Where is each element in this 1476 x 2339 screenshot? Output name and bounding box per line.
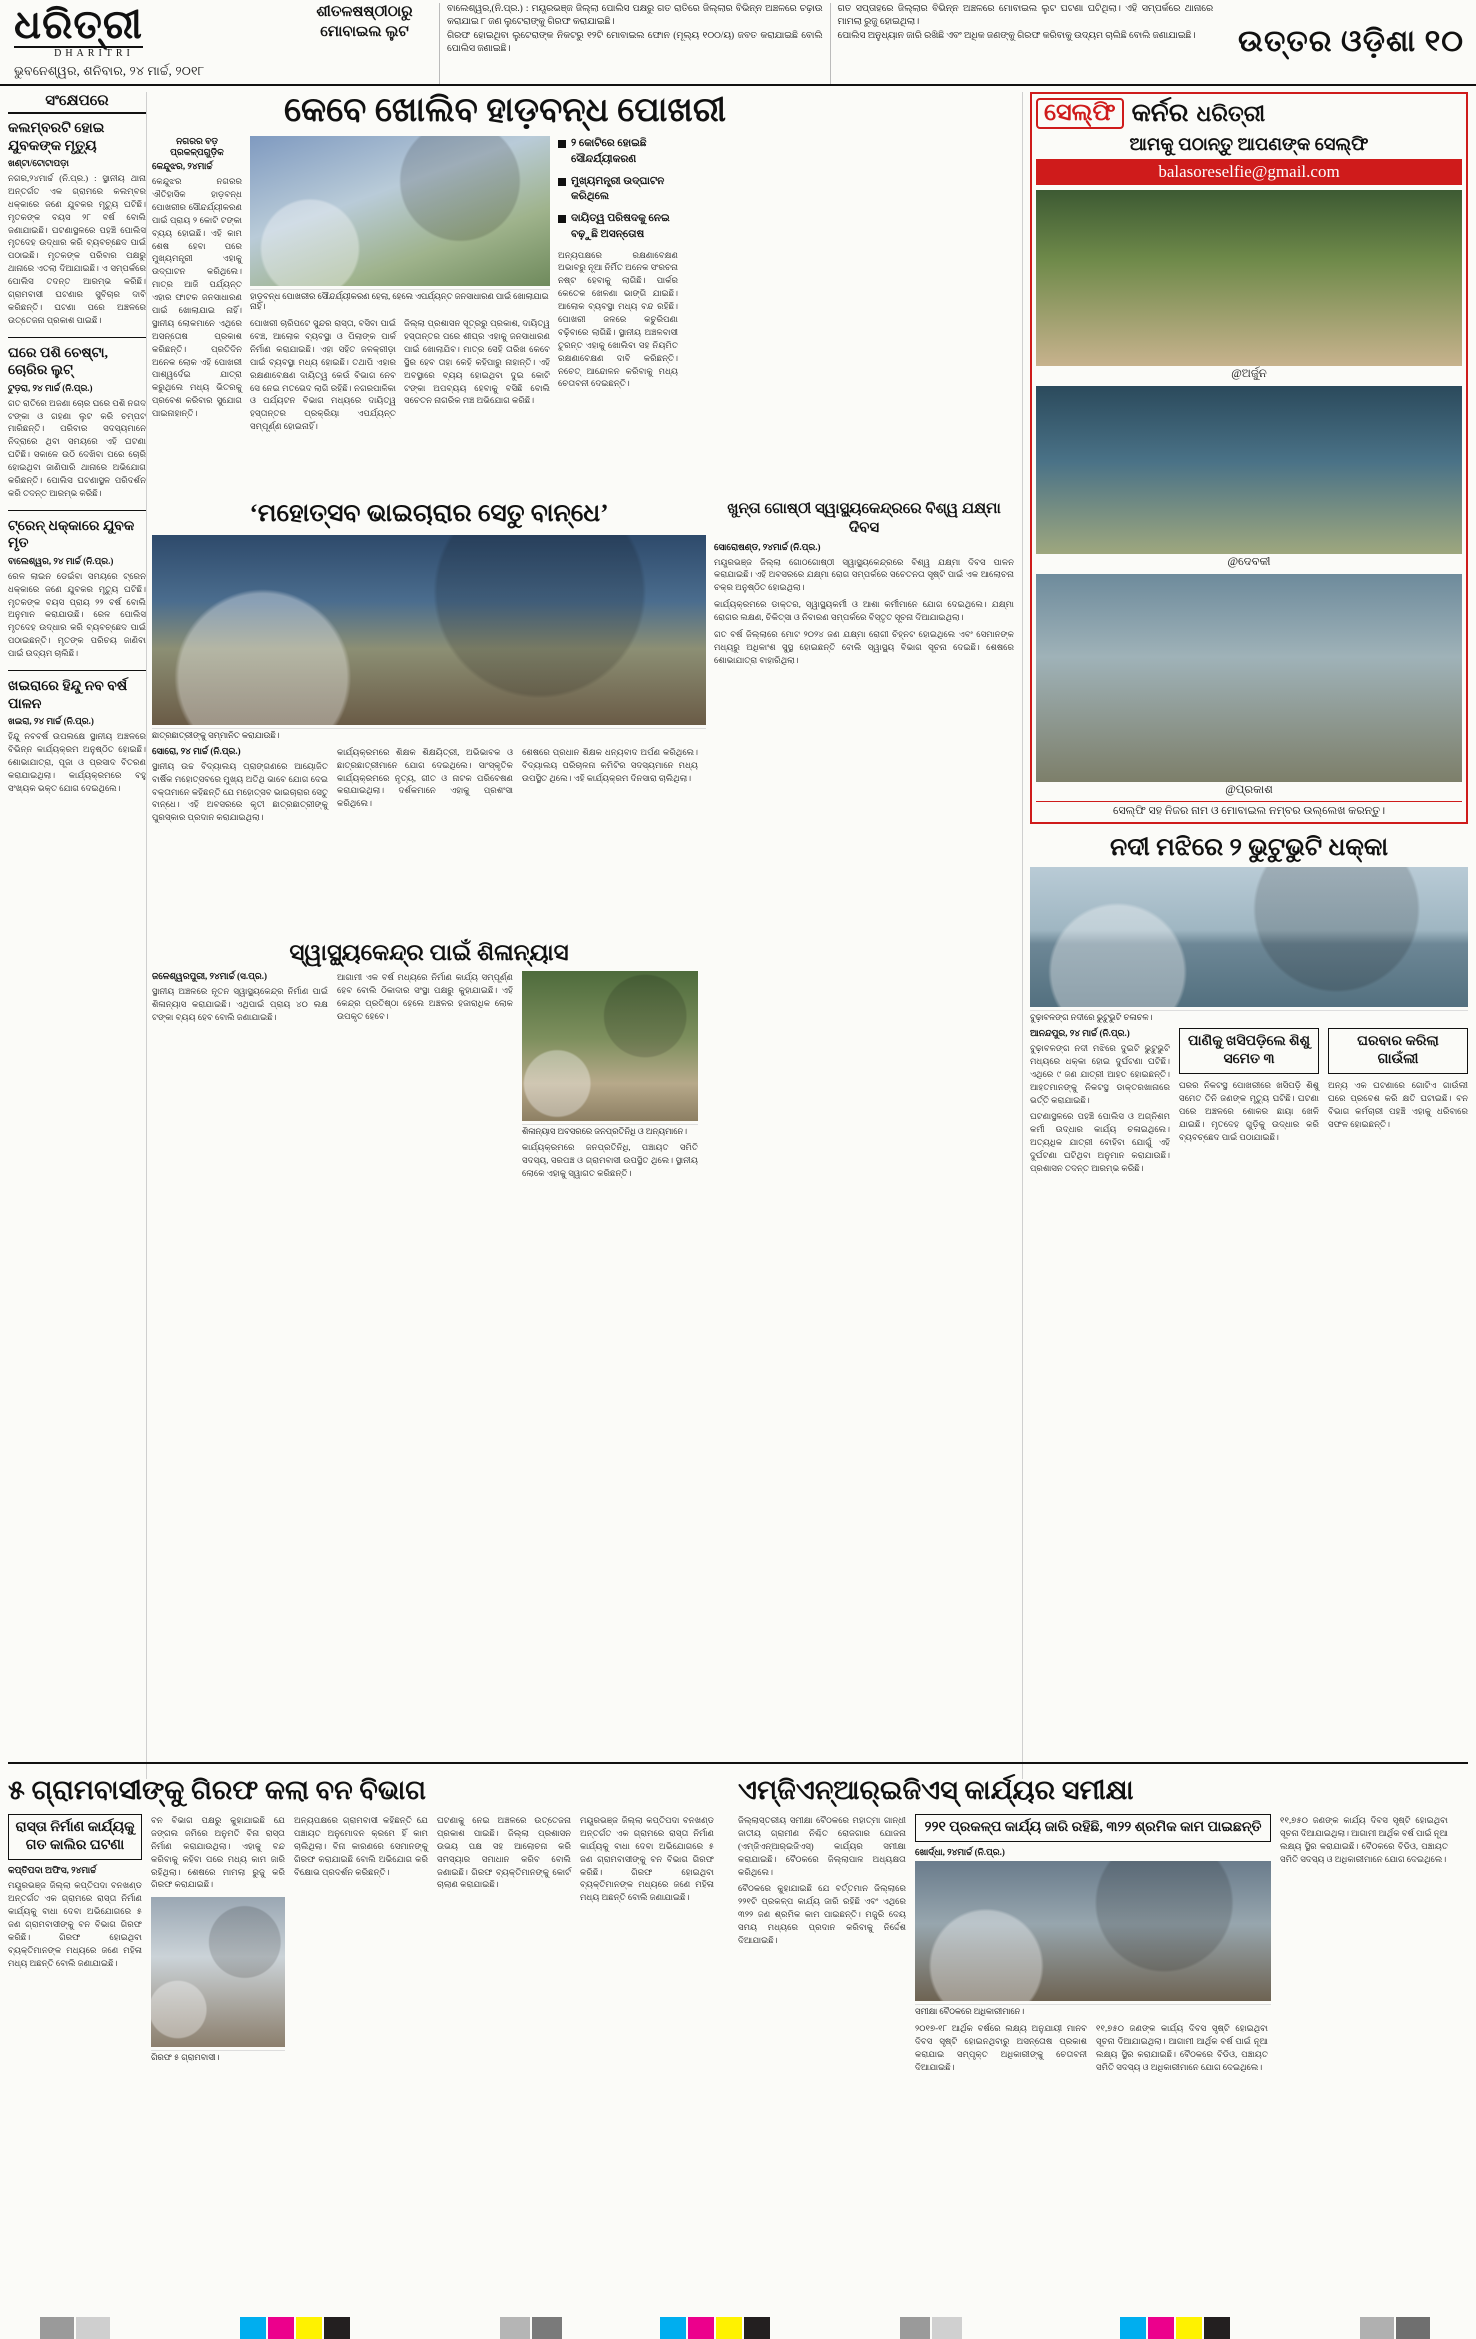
brief-para-1: ବାଲେଶ୍ୱର,(ନି.ପ୍ର.) : ମୟୂରଭଞ୍ଜ ଜିଲ୍ଲା ପୋଲିସ ପକ୍ଷରୁ ଗତ ରାତିରେ ଜିଲ୍ଲାର ବିଭିନ୍ନ ଅଞ୍ଚଳରେ ଚଢ଼ାଉ କରାଯାଇ ୮ ଜଣ ଲୁଟେରାଙ୍କୁ ଗିରଫ କରାଯାଇଛି। <box>447 4 823 28</box>
brief-body: ହିନ୍ଦୁ ନବବର୍ଷ ଉପଲକ୍ଷେ ସ୍ଥାନୀୟ ଅଞ୍ଚଳରେ ବିଭିନ୍ନ କାର୍ଯ୍ୟକ୍ରମ ଅନୁଷ୍ଠିତ ହୋଇଛି। ଶୋଭାଯାତ୍ରା, ପୂଜା ଓ ପ୍ରସାଦ ବିତରଣ କରାଯାଇଥିଲା। କାର୍ଯ୍ୟକ୍ରମରେ ବହୁ ସଂଖ୍ୟକ ଭକ୍ତ ଯୋଗ ଦେଇଥିଲେ। <box>8 731 146 793</box>
mgnregs-text: ଜିଲ୍ଲାସ୍ତରୀୟ ସମୀକ୍ଷା ବୈଠକରେ ମହାତ୍ମା ଗାନ୍ଧୀ ଜାତୀୟ ଗ୍ରାମୀଣ ନିଶ୍ଚିତ ରୋଜଗାର ଯୋଜନା (ଏମ୍‌ଜିଏନ୍‌ଆର୍‌ଇଜିଏସ୍) କାର୍ଯ୍ୟର ସମୀକ୍ଷା କରାଯାଇଛି। ବୈଠକରେ ଜିଲ୍ଲାପାଳ ଅଧ୍ୟକ୍ଷତା କରିଥିଲେ। <box>738 1815 906 1877</box>
ad-header <box>1036 98 1462 129</box>
boat-column-1 <box>1030 1028 1170 1175</box>
bullet-item: ୨ କୋଟିରେ ହୋଇଛି ସୌନ୍ଦର୍ଯ୍ୟୀକରଣ <box>558 136 678 168</box>
boat-collision-article <box>1030 834 1468 1175</box>
brief-para-3: ଗତ ସପ୍ତାହରେ ଜିଲ୍ଲାର ବିଭିନ୍ନ ଅଞ୍ଚଳରେ ମୋବାଇଲ ଲୁଟ ଘଟଣା ଘଟିଥିଲା। ଏହି ସମ୍ପର୍କରେ ଥାନାରେ ମାମଲା ରୁଜୁ ହୋଇଥିଲା। <box>837 4 1213 28</box>
mgnregs-column-1 <box>738 1814 906 2074</box>
logo-wordmark: ଧରିତ୍ରୀ <box>14 2 143 47</box>
arrest-column-2 <box>151 1814 285 2063</box>
brief-para-2: ଗିରଫ ହୋଇଥିବା ଲୁଟେରାଙ୍କ ନିକଟରୁ ୧୨ଟି ମୋବାଇଲ ଫୋନ (ମୂଲ୍ୟ ୧୦୦/ୟ) ଜବତ କରାଯାଇଛି ବୋଲି ପୋଲିସ ଜଣାଇଛି। <box>447 30 823 55</box>
column-rule <box>146 92 147 1779</box>
photo-caption: ଶିଳାନ୍ୟାସ ଅବସରରେ ଜନପ୍ରତିନିଧି ଓ ଅନ୍ୟମାନେ। <box>522 1124 698 1137</box>
registration-marks-left <box>40 2317 110 2339</box>
boat-headline: ନଦୀ ମଝିରେ ୨ ଭୁଟୁଭୁଟି ଧକ୍କା <box>1109 834 1389 861</box>
ad-footnote: ସେଲ୍‌ଫି ସହ ନିଜର ନାମ ଓ ମୋବାଇଲ ନମ୍ବର ଉଲ୍ଲେଖ କରନ୍ତୁ। <box>1036 801 1462 818</box>
ad-email-link[interactable]: balasoreselfie@gmail.com <box>1036 159 1462 185</box>
column-rule <box>1022 92 1023 1779</box>
mgnregs-article <box>738 1775 1454 2074</box>
masthead-brief-headline <box>290 3 440 84</box>
mgnregs-dateline: ଖୋର୍ଦ୍ଧା, ୨୪ମାର୍ଚ୍ଚ (ନି.ପ୍ର.) <box>915 1847 1005 1858</box>
mahotsav-text: ଶେଷରେ ପ୍ରଧାନ ଶିକ୍ଷକ ଧନ୍ୟବାଦ ଅର୍ପଣ କରିଥିଲେ। ବିଦ୍ୟାଲୟ ପରିଚାଳନା କମିଟିର ସଦସ୍ୟମାନେ ମଧ୍ୟ ଉପସ୍ଥିତ ଥିଲେ। ଏହି କାର୍ଯ୍ୟକ୍ରମ ଦିନସାରା ଚାଲିଥିଲା। <box>522 746 698 783</box>
mgnregs-photo-block <box>915 1814 1271 2074</box>
registration-marks-cmyk-1 <box>240 2317 350 2339</box>
tb-day-article <box>714 500 1014 667</box>
tb-day-text: ମୟୂରଭଞ୍ଜ ଜିଲ୍ଲା ଗୋଠଗୋଷ୍ଠୀ ସ୍ୱାସ୍ଥ୍ୟକେନ୍ଦ୍ରରେ ବିଶ୍ୱ ଯକ୍ଷ୍ମା ଦିବସ ପାଳନ କରାଯାଇଛି। ଏହି ଅବସରରେ ଯକ୍ଷ୍ମା ରୋଗ ସମ୍ପର୍କରେ ସଚେତନତା ସୃଷ୍ଟି ପାଇଁ ଏକ ଆଲୋଚନା ଚକ୍ର ଅନୁଷ୍ଠିତ ହୋଇଥିଲା। <box>714 556 1014 593</box>
lead-dateline: କେନ୍ଦୁଝର, ୨୪ମାର୍ଚ୍ଚ <box>152 161 213 172</box>
registration-marks-cmyk-2 <box>660 2317 770 2339</box>
mgnregs-headline: ଏମ୍‌ଜିଏନ୍‌ଆର୍‌ଇଜିଏସ୍ କାର୍ଯ୍ୟର ସମୀକ୍ଷା <box>738 1775 1134 1805</box>
health-column-1 <box>152 971 328 1180</box>
health-photo-block <box>522 971 698 1180</box>
brief-dateline: ବାଲେଶ୍ୱର, ୨୪ ମାର୍ଚ୍ଚ (ନି.ପ୍ର.) <box>8 555 114 566</box>
selfie-tag: @ପ୍ରକାଶ <box>1225 784 1273 796</box>
sidebar-brief-item <box>8 345 146 500</box>
lead-bullet-list <box>558 136 678 243</box>
boat-photo <box>1030 867 1468 1007</box>
arrest-text: ବନ ବିଭାଗ ପକ୍ଷରୁ କୁହାଯାଇଛି ଯେ ଜଙ୍ଗଲ ଜମିରେ ଅନୁମତି ବିନା ରାସ୍ତା ନିର୍ମାଣ କରାଯାଉଥିଲା। ଏହାକୁ ବନ୍ଦ କରିବାକୁ କହିବା ପରେ ମଧ୍ୟ କାମ ଜାରି ରହିଥିଲା। ଶେଷରେ ମାମଲା ରୁଜୁ କରି ଗିରଫ କରାଯାଇଛି। <box>151 1815 285 1890</box>
arrest-text: ଘଟଣାକୁ ନେଇ ଅଞ୍ଚଳରେ ଉତ୍ତେଜନା ପ୍ରକାଶ ପାଇଛି। ଜିଲ୍ଲା ପ୍ରଶାସନ ଉଭୟ ପକ୍ଷ ସହ ଆଲୋଚନା କରି ସମସ୍ୟାର ସମାଧାନ କରିବ ବୋଲି ଜଣାଇଛି। ଗିରଫ ବ୍ୟକ୍ତିମାନଙ୍କୁ କୋର୍ଟ ଚାଲାଣ କରାଯାଇଛି। <box>437 1815 571 1890</box>
lead-headline: କେବେ ଖୋଲିବ ହାଡ଼ବନ୍ଧ ପୋଖରୀ <box>283 92 727 129</box>
right-small-box-1 <box>1179 1028 1319 1175</box>
review-meeting-photo <box>915 1861 1271 2001</box>
mgnregs-text: ୨୦୧୭-୧୮ ଆର୍ଥିକ ବର୍ଷରେ ଲକ୍ଷ୍ୟ ଅନୁଯାୟୀ ମାନବ ଦିବସ ସୃଷ୍ଟି ହୋଇନଥିବାରୁ ଅସନ୍ତୋଷ ପ୍ରକାଶ କରାଯାଇ ସମ୍ପୃକ୍ତ ଅଧିକାରୀଙ୍କୁ ଚେତାବନୀ ଦିଆଯାଇଛି। <box>915 2023 1087 2072</box>
brief-line-2: ମୋବାଇଲ ଲୁଟ <box>320 23 409 40</box>
arrest-text: ଅନ୍ୟପକ୍ଷରେ ଗ୍ରାମବାସୀ କହିଛନ୍ତି ଯେ ପଞ୍ଚାୟତ ଅନୁମୋଦନ କ୍ରମେ ହିଁ କାମ ଚାଲିଥିଲା। ବିନା କାରଣରେ ସେମାନଙ୍କୁ ଗିରଫ କରାଯାଇଛି ବୋଲି ଅଭିଯୋଗ କରି ବିକ୍ଷୋଭ ପ୍ରଦର୍ଶନ କରିଛନ୍ତି। <box>294 1815 428 1877</box>
divider <box>8 510 146 511</box>
small-box-text: ଅନ୍ୟ ଏକ ଘଟଣାରେ ଗୋଟିଏ ଗାଉଁଲୀ ଘରେ ପ୍ରବେଶ କରି କ୍ଷତି ଘଟାଇଛି। ବନ ବିଭାଗ କର୍ମଚାରୀ ପହଞ୍ଚି ଏହାକୁ ଧରିବାରେ ସଫଳ ହୋଇଛନ୍ତି। <box>1328 1080 1468 1130</box>
bottom-package <box>8 1775 1468 2074</box>
selfie-tag: @ଅର୍ଜୁନ <box>1231 368 1267 380</box>
ad-brand-right: ଧରିତ୍ରୀ <box>1196 100 1266 126</box>
masthead-brief-body-2 <box>831 3 1221 84</box>
selfie-phone-icon: ସେଲ୍‌ଫି <box>1036 98 1124 129</box>
masthead-brief-body <box>440 3 831 84</box>
sidebar-brief-item <box>8 120 146 327</box>
lead-text: ପୋଖରୀ ଚାରିପଟେ ସୁନ୍ଦର ରାସ୍ତା, ବସିବା ପାଇଁ ବେଞ୍ଚ, ଆଲୋକ ବ୍ୟବସ୍ଥା ଓ ପିଲାଙ୍କ ପାର୍କ ନିର୍ମାଣ କରାଯାଇଛି। ଏହା ସହିତ ଜଳକ୍ରୀଡ଼ା ପାଇଁ ବ୍ୟବସ୍ଥା ମଧ୍ୟ ହୋଇଛି। ତଥାପି ଏହାର ରକ୍ଷଣାବେକ୍ଷଣ ଦାୟିତ୍ୱ କେଉଁ ବିଭାଗ ନେବ ସେ ନେଇ ମତଭେଦ ଲାଗି ରହିଛି। ନଗରପାଳିକା ଓ ପର୍ଯ୍ୟଟନ ବିଭାଗ ମଧ୍ୟରେ ଦାୟିତ୍ୱ ହସ୍ତାନ୍ତର ପ୍ରକ୍ରିୟା ଏପର୍ଯ୍ୟନ୍ତ ସମ୍ପୂର୍ଣ୍ଣ ହୋଇନାହିଁ। <box>250 318 396 432</box>
mgnregs-kicker: ୨୨୧ ପ୍ରକଳ୍ପ କାର୍ଯ୍ୟ ଜାରି ରହିଛି, ୩୨୨ ଶ୍ରମିକ କାମ ପାଇଛନ୍ତି <box>915 1814 1271 1842</box>
photo-caption: ଛାତ୍ରଛାତ୍ରୀଙ୍କୁ ସମ୍ମାନିତ କରାଯାଉଛି। <box>152 728 706 741</box>
tb-day-dateline: ସୋରୋଷଣ୍ଡ, ୨୪ମାର୍ଚ୍ଚ (ନି.ପ୍ର.) <box>714 541 821 552</box>
sidebar-brief-item <box>8 518 146 660</box>
divider <box>8 670 146 671</box>
brief-body: ରେଳ ଲାଇନ ଡେଇଁବା ସମୟରେ ଟ୍ରେନ ଧକ୍କାରେ ଜଣେ ଯୁବକର ମୃତ୍ୟୁ ଘଟିଛି। ମୃତକଙ୍କ ବୟସ ପ୍ରାୟ ୨୨ ବର୍ଷ ବୋଲି ଅନୁମାନ କରାଯାଉଛି। ରେଳ ପୋଲିସ ମୃତଦେହ ଉଦ୍ଧାର କରି ବ୍ୟବଚ୍ଛେଦ ପାଇଁ ପଠାଇଛନ୍ତି। ମୃତଙ୍କ ପରିଚୟ ଜାଣିବା ପାଇଁ ଉଦ୍ୟମ ଚାଲିଛି। <box>8 570 146 659</box>
brief-dateline: ଖଣ୍ଟା/ଟୋଟାପଡ଼ା <box>8 158 69 168</box>
lead-text: ଅନ୍ୟପକ୍ଷରେ ରକ୍ଷଣାବେକ୍ଷଣ ଅଭାବରୁ ନୂଆ ନିର୍ମିତ ଅନେକ ସଂରଚନା ନଷ୍ଟ ହେବାକୁ ଲାଗିଛି। ପାର୍କର କେତେକ ଖେଳଣା ଭାଙ୍ଗି ଯାଇଛି। ଆଲୋକ ବ୍ୟବସ୍ଥା ମଧ୍ୟ ବନ୍ଦ ରହିଛି। ପୋଖରୀ ଜଳରେ କଚୁରିପଣା ବଢ଼ିବାରେ ଲାଗିଛି। ସ୍ଥାନୀୟ ଅଞ୍ଚଳବାସୀ ତୁରନ୍ତ ଏହାକୁ ଖୋଲିବା ସହ ନିୟମିତ ରକ୍ଷଣାବେକ୍ଷଣ ଦାବି କରିଛନ୍ତି। ନଚେତ୍ ଆନ୍ଦୋଳନ କରିବାକୁ ମଧ୍ୟ ଚେତାବନୀ ଦେଇଛନ୍ତି। <box>558 249 678 389</box>
sidebar-brief-item <box>8 678 146 794</box>
lead-subhead: ନଗରର ବଡ଼ ପ୍ରକଳ୍ପଗୁଡ଼ିକ <box>170 136 224 158</box>
brief-dateline: ଟୁଡ଼ରା, ୨୪ ମାର୍ଚ୍ଚ (ନି.ପ୍ର.) <box>8 382 93 393</box>
mahotsav-column-1 <box>152 746 328 824</box>
masthead-briefs <box>290 0 1226 84</box>
edition-name: ଉତ୍ତର ଓଡ଼ିଶା ୧୦ <box>1238 25 1464 58</box>
brief-headline: ଟ୍ରେନ୍ ଧକ୍କାରେ ଯୁବକ ମୃତ <box>8 518 135 552</box>
lead-column-3 <box>558 136 678 433</box>
ad-tagline: ଆମକୁ ପଠାନ୍ତୁ ଆପଣଙ୍କ ସେଲ୍‌ଫି <box>1129 134 1369 154</box>
selfie-photo-3 <box>1036 574 1462 782</box>
ad-brand-left: କର୍ନର <box>1131 98 1189 127</box>
arrest-headline: ୫ ଗ୍ରାମବାସୀଙ୍କୁ ଗିରଫ କଲା ବନ ବିଭାଗ <box>8 1775 426 1805</box>
mgnregs-text-extra: ୧୧,୭୫୦ ଜଣଙ୍କ କାର୍ଯ୍ୟ ଦିବସ ସୃଷ୍ଟି ହୋଇଥିବା ସୂଚନା ଦିଆଯାଇଥିଲା। ଆଗାମୀ ଆର୍ଥିକ ବର୍ଷ ପାଇଁ ନୂଆ ଲକ୍ଷ୍ୟ ସ୍ଥିର କରାଯାଇଛି। ବୈଠକରେ ବିଡିଓ, ପଞ୍ଚାୟତ ସମିତି ସଦସ୍ୟ ଓ ଅଧିକାରୀମାନେ ଯୋଗ ଦେଇଥିଲେ। <box>1280 1815 1448 1864</box>
brief-headline: କଲମ୍ବରଟି ହୋଇ ଯୁବକଙ୍କ ମୃତ୍ୟୁ <box>8 121 105 154</box>
masthead <box>0 0 1476 86</box>
brief-dateline: ଖଇରା, ୨୪ ମାର୍ଚ୍ଚ (ନି.ପ୍ର.) <box>8 716 94 727</box>
bullet-item: ଦାୟିତ୍ୱ ପରିଷଦକୁ ନେଇ ବଢ଼ୁଛି ଅସନ୍ତୋଷ <box>558 211 678 243</box>
section-divider <box>8 1762 1468 1764</box>
right-small-box-2 <box>1328 1028 1468 1175</box>
brief-body: ନଗର,୨୪ମାର୍ଚ୍ଚ (ନି.ପ୍ର.) : ସ୍ଥାନୀୟ ଥାନା ଅନ୍ତର୍ଗତ ଏକ ଗ୍ରାମରେ କଲମ୍ବର ଧକ୍କାରେ ଜଣେ ଯୁବକର ମୃତ୍ୟୁ ଘଟିଛି। ମୃତକଙ୍କ ବୟସ ୨୮ ବର୍ଷ ବୋଲି ଜଣାଯାଇଛି। ଘଟଣାସ୍ଥଳରେ ପହଞ୍ଚି ପୋଲିସ ମୃତଦେହ ଉଦ୍ଧାର କରି ବ୍ୟବଚ୍ଛେଦ ପାଇଁ ପଠାଇଛି। ମୃତକଙ୍କ ପରିବାର ପକ୍ଷରୁ ଥାନାରେ ଏତଲା ଦିଆଯାଇଛି। ଏ ସମ୍ପର୍କରେ ପୋଲିସ ତଦନ୍ତ ଆରମ୍ଭ କରିଛି। ଗ୍ରାମବାସୀ ଘଟଣାର ସୁବିଚାର ଦାବି କରିଛନ୍ତି। ଘଟଣା ପରେ ଅଞ୍ଚଳରେ ଉତ୍ତେଜନା ପ୍ରକାଶ ପାଇଛି। <box>8 173 146 325</box>
registration-marks-cmyk-3 <box>1120 2317 1230 2339</box>
lead-photo-block <box>250 136 550 433</box>
mahotsav-text: ସ୍ଥାନୀୟ ଉଚ୍ଚ ବିଦ୍ୟାଲୟ ପ୍ରାଙ୍ଗଣରେ ଆୟୋଜିତ ବାର୍ଷିକ ମହୋତ୍ସବରେ ମୁଖ୍ୟ ଅତିଥି ଭାବେ ଯୋଗ ଦେଇ ବକ୍ତାମାନେ କହିଛନ୍ତି ଯେ ମହୋତ୍ସବ ଭାଇଚାରାର ସେତୁ ବାନ୍ଧେ। ଏହି ଅବସରରେ କୃତୀ ଛାତ୍ରଛାତ୍ରୀଙ୍କୁ ପୁରସ୍କାର ପ୍ରଦାନ କରାଯାଇଥିଲା। <box>152 760 328 823</box>
brief-body: ଗତ ରାତିରେ ଅଜଣା ଚୋର ଘରେ ପଶି ନଗଦ ଟଙ୍କା ଓ ଗହଣା ଲୁଟ କରି ଚମ୍ପଟ ମାରିଛନ୍ତି। ପରିବାର ସଦସ୍ୟମାନେ ନିଦ୍ରାରେ ଥିବା ସମୟରେ ଏହି ଘଟଣା ଘଟିଛି। ସକାଳେ ଉଠି ଦେଖିବା ପରେ ଚୋରି ହୋଇଥିବା ଜାଣିପାରି ଥାନାରେ ଅଭିଯୋଗ କରିଛନ୍ତି। ପୋଲିସ ଘଟଣାସ୍ଥଳ ପରିଦର୍ଶନ କରି ତଦନ୍ତ ଆରମ୍ଭ କରିଛି। <box>8 397 146 498</box>
brief-headline: ଘରେ ପଶି ଚେଷ୍ଟା, ଚୋରିର ଲୁଟ୍ <box>8 345 109 379</box>
mahotsav-dateline: ସୋରୋ, ୨୪ ମାର୍ଚ୍ଚ (ନି.ପ୍ର.) <box>152 745 241 756</box>
health-centre-headline: ସ୍ୱାସ୍ଥ୍ୟକେନ୍ଦ୍ର ପାଇଁ ଶିଳାନ୍ୟାସ <box>289 940 569 965</box>
masthead-logo <box>0 0 290 84</box>
divider <box>8 337 146 338</box>
boat-dateline: ଆନନ୍ଦପୁର, ୨୪ ମାର୍ଚ୍ଚ (ନି.ପ୍ର.) <box>1030 1028 1130 1038</box>
brief-para-4: ପୋଲିସ ଅନୁଧ୍ୟାନ ଜାରି ରଖିଛି ଏବଂ ଅଧିକ ଜଣଙ୍କୁ ଗିରଫ କରିବାକୁ ଉଦ୍ୟମ ଚାଲିଛି ବୋଲି ଜଣାଯାଇଛି। <box>837 30 1196 41</box>
lead-article <box>152 92 858 433</box>
lead-text: ଜିଲ୍ଲା ପ୍ରଶାସନ ସୂତ୍ରରୁ ପ୍ରକାଶ, ଦାୟିତ୍ୱ ହସ୍ତାନ୍ତର ପରେ ଶୀଘ୍ର ଏହାକୁ ଜନସାଧାରଣ ପାଇଁ ଖୋଲାଯିବ। ମାତ୍ର ସେହି ତାରିଖ କେବେ ସ୍ଥିର ହେବ ତାହା କେହି କହିପାରୁ ନାହାନ୍ତି। ଏହି ଅବସ୍ଥାରେ ବ୍ୟୟ ହୋଇଥିବା ଦୁଇ କୋଟି ଟଙ୍କା ଅପବ୍ୟୟ ହେବାକୁ ବସିଛି ବୋଲି ସଚେତନ ନାଗରିକ ମଞ୍ଚ ଅଭିଯୋଗ କରିଛି। <box>404 318 550 406</box>
mahotsav-text: କାର୍ଯ୍ୟକ୍ରମରେ ଶିକ୍ଷକ ଶିକ୍ଷୟିତ୍ରୀ, ଅଭିଭାବକ ଓ ଛାତ୍ରଛାତ୍ରୀମାନେ ଯୋଗ ଦେଇଥିଲେ। ସାଂସ୍କୃତିକ କାର୍ଯ୍ୟକ୍ରମରେ ନୃତ୍ୟ, ଗୀତ ଓ ନାଟକ ପରିବେଷଣ କରାଯାଇଥିଲା। ଦର୍ଶକମାନେ ଏହାକୁ ପ୍ରଶଂସା କରିଥିଲେ। <box>337 746 513 809</box>
selfie-photo-1 <box>1036 190 1462 366</box>
mahotsav-headline: ‘ମହୋତ୍ସବ ଭାଇଚାରାର ସେତୁ ବାନ୍ଧେ’ <box>249 500 609 527</box>
mgnregs-text: ୧୧,୭୫୦ ଜଣଙ୍କ କାର୍ଯ୍ୟ ଦିବସ ସୃଷ୍ଟି ହୋଇଥିବା ସୂଚନା ଦିଆଯାଇଥିଲା। ଆଗାମୀ ଆର୍ଥିକ ବର୍ଷ ପାଇଁ ନୂଆ ଲକ୍ଷ୍ୟ ସ୍ଥିର କରାଯାଇଛି। ବୈଠକରେ ବିଡିଓ, ପଞ୍ଚାୟତ ସମିତି ସଦସ୍ୟ ଓ ଅଧିକାରୀମାନେ ଯୋଗ ଦେଇଥିଲେ। <box>1096 2023 1268 2072</box>
boat-text: ଘଟଣାସ୍ଥଳରେ ପହଞ୍ଚି ପୋଲିସ ଓ ଅଗ୍ନିଶମ କର୍ମୀ ଉଦ୍ଧାର କାର୍ଯ୍ୟ ଚଳାଇଥିଲେ। ଅତ୍ୟଧିକ ଯାତ୍ରୀ ବୋହିବା ଯୋଗୁଁ ଏହି ଦୁର୍ଘଟଣା ଘଟିଥିବା ଅନୁମାନ କରାଯାଉଛି। ପ୍ରଶାସନ ତଦନ୍ତ ଆରମ୍ଭ କରିଛି। <box>1030 1111 1170 1174</box>
health-centre-article <box>152 940 706 1180</box>
right-rail <box>1030 92 1468 1175</box>
tb-day-headline: ଖୁନ୍ତା ଗୋଷ୍ଠୀ ସ୍ୱାସ୍ଥ୍ୟକେନ୍ଦ୍ରରେ ବିଶ୍ୱ ଯକ୍ଷ୍ମା ଦିବସ <box>727 501 1001 536</box>
award-ceremony-photo <box>152 535 706 725</box>
issue-date: ଭୁବନେଶ୍ୱର, ଶନିବାର, ୨୪ ମାର୍ଚ୍ଚ, ୨୦୧୮ <box>14 64 205 78</box>
arrest-column-1 <box>8 1814 142 2063</box>
logo-subtitle: DHARITRI <box>54 48 134 59</box>
brief-sidebar <box>8 92 146 805</box>
mahotsav-article <box>152 500 706 824</box>
lead-column-1 <box>152 136 242 433</box>
photo-caption: ହାଡ଼ବନ୍ଧ ପୋଖରୀର ସୌନ୍ଦର୍ଯ୍ୟୀକରଣ ହେଲା, ହେଲେ ଏପର୍ଯ୍ୟନ୍ତ ଜନସାଧାରଣ ପାଇଁ ଖୋଲାଯାଇ ନାହିଁ। <box>250 289 550 312</box>
arrest-text-extra: ମୟୂରଭଞ୍ଜ ଜିଲ୍ଲା କପ୍ତିପଦା ବନଖଣ୍ଡ ଅନ୍ତର୍ଗତ ଏକ ଗ୍ରାମରେ ରାସ୍ତା ନିର୍ମାଣ କାର୍ଯ୍ୟକୁ ବାଧା ଦେବା ଅଭିଯୋଗରେ ୫ ଜଣ ଗ୍ରାମବାସୀଙ୍କୁ ବନ ବିଭାଗ ଗିରଫ କରିଛି। ଗିରଫ ହୋଇଥିବା ବ୍ୟକ୍ତିମାନଙ୍କ ମଧ୍ୟରେ ଜଣେ ମହିଳା ମଧ୍ୟ ଅଛନ୍ତି ବୋଲି ଜଣାଯାଇଛି। <box>580 1815 714 1903</box>
small-box-headline: ଘରବାର କରିଲା ଗାଉଁଲୀ <box>1328 1028 1468 1074</box>
pond-photo <box>250 136 550 286</box>
health-dateline: ଜଳେଶ୍ୱରପୁରୀ, ୨୪ମାର୍ଚ୍ଚ (ସ.ପ୍ର.) <box>152 971 267 982</box>
health-text: ସ୍ଥାନୀୟ ଅଞ୍ଚଳରେ ନୂତନ ସ୍ୱାସ୍ଥ୍ୟକେନ୍ଦ୍ର ନିର୍ମାଣ ପାଇଁ ଶିଳାନ୍ୟାସ କରାଯାଇଛି। ଏଥିପାଇଁ ପ୍ରାୟ ୪୦ ଲକ୍ଷ ଟଙ୍କା ବ୍ୟୟ ହେବ ବୋଲି ଜଣାଯାଇଛି। <box>152 986 328 1023</box>
tb-day-text: କାର୍ଯ୍ୟକ୍ରମରେ ଡାକ୍ତର, ସ୍ୱାସ୍ଥ୍ୟକର୍ମୀ ଓ ଆଶା କର୍ମୀମାନେ ଯୋଗ ଦେଇଥିଲେ। ଯକ୍ଷ୍ମା ରୋଗର ଲକ୍ଷଣ, ଚିକିତ୍ସା ଓ ନିବାରଣ ସମ୍ପର୍କରେ ବିସ୍ତୃତ ସୂଚନା ଦିଆଯାଇଥିଲା। <box>714 599 1014 623</box>
arrest-article <box>8 1775 724 2074</box>
arrest-dateline: କପ୍ତିପଦା ଅଫିସ, ୨୪ମାର୍ଚ୍ଚ <box>8 1865 97 1876</box>
photo-caption: ସମୀକ୍ଷା ବୈଠକରେ ଅଧିକାରୀମାନେ। <box>915 2004 1271 2017</box>
selfie-photo-2 <box>1036 386 1462 554</box>
arrest-kicker: ରାସ୍ତା ନିର୍ମାଣ କାର୍ଯ୍ୟକୁ ଗତ କାଲିର ଘଟଣା <box>8 1814 142 1860</box>
boat-text: ବୁଢ଼ାବଳଙ୍ଗ ନଦୀ ମଝିରେ ଦୁଇଟି ଭୁଟୁଭୁଟି ମଧ୍ୟରେ ଧକ୍କା ହୋଇ ଦୁର୍ଘଟଣା ଘଟିଛି। ଏଥିରେ ୯ ଜଣ ଯାତ୍ରୀ ଆହତ ହୋଇଛନ୍ତି। ଆହତମାନଙ୍କୁ ନିକଟସ୍ଥ ଡାକ୍ତରଖାନାରେ ଭର୍ତ୍ତି କରାଯାଇଛି। <box>1030 1043 1170 1105</box>
arrested-group-photo <box>151 1897 285 2047</box>
small-box-text: ଘରର ନିକଟସ୍ଥ ପୋଖରୀରେ ଖସିପଡ଼ି ଶିଶୁ ସମେତ ତିନି ଜଣଙ୍କ ମୃତ୍ୟୁ ଘଟିଛି। ଘଟଣା ପରେ ଅଞ୍ଚଳରେ ଶୋକର ଛାୟା ଖେଳି ଯାଇଛି। ମୃତଦେହ ଗୁଡ଼ିକୁ ଉଦ୍ଧାର କରି ବ୍ୟବଚ୍ଛେଦ ପାଇଁ ପଠାଯାଇଛି। <box>1179 1080 1319 1142</box>
brief-line-1: ଶୀତଳଷଷ୍ଠୀଠାରୁ <box>316 4 413 20</box>
foundation-stone-photo <box>522 971 698 1121</box>
small-box-headline: ପାଣିକୁ ଖସିପଡ଼ିଲେ ଶିଶୁ ସମେତ ୩ <box>1179 1028 1319 1074</box>
bullet-item: ମୁଖ୍ୟମନ୍ତ୍ରୀ ଉଦ୍‌ଘାଟନ କରିଥିଲେ <box>558 174 678 206</box>
registration-marks-right <box>1360 2317 1430 2339</box>
registration-marks-gray-2 <box>900 2317 962 2339</box>
tb-day-text: ଗତ ବର୍ଷ ଜିଲ୍ଲାରେ ମୋଟ ୨୦୨୪ ଜଣ ଯକ୍ଷ୍ମା ରୋଗୀ ଚିହ୍ନଟ ହୋଇଥିଲେ ଏବଂ ସେମାନଙ୍କ ମଧ୍ୟରୁ ଅଧିକାଂଶ ସୁସ୍ଥ ହୋଇଛନ୍ତି ବୋଲି ସ୍ୱାସ୍ଥ୍ୟ ବିଭାଗ ସୂଚନା ଦେଇଛି। ଶେଷରେ ଶୋଭାଯାତ୍ରା ବାହାରିଥିଲା। <box>714 628 1014 665</box>
health-text: ଆଗାମୀ ଏକ ବର୍ଷ ମଧ୍ୟରେ ନିର୍ମାଣ କାର୍ଯ୍ୟ ସମ୍ପୂର୍ଣ୍ଣ ହେବ ବୋଲି ଠିକାଦାର ସଂସ୍ଥା ପକ୍ଷରୁ କୁହାଯାଇଛି। ଏହି କେନ୍ଦ୍ର ପ୍ରତିଷ୍ଠା ହେଲେ ଅଞ୍ଚଳର ହଜାରାଧିକ ଲୋକ ଉପକୃତ ହେବେ। <box>337 972 513 1022</box>
health-text: କାର୍ଯ୍ୟକ୍ରମରେ ଜନପ୍ରତିନିଧି, ପଞ୍ଚାୟତ ସମିତି ସଦସ୍ୟ, ସରପଞ୍ଚ ଓ ଗ୍ରାମବାସୀ ଉପସ୍ଥିତ ଥିଲେ। ସ୍ଥାନୀୟ ଲୋକେ ଏହାକୁ ସ୍ୱାଗତ କରିଛନ୍ତି। <box>522 1142 698 1179</box>
brief-headline: ଖଇରାରେ ହିନ୍ଦୁ ନବ ବର୍ଷ ପାଳନ <box>8 679 128 712</box>
sidebar-title: ସଂକ୍ଷେପରେ <box>8 92 146 114</box>
photo-caption: ଗିରଫ ୫ ଗ୍ରାମବାସୀ। <box>151 2050 285 2063</box>
selfie-corner-ad[interactable] <box>1030 92 1468 824</box>
lead-text: କେନ୍ଦୁଝର ନଗରର ଐତିହାସିକ ହାଡ଼ବନ୍ଧ ପୋଖରୀର ସୌନ୍ଦର୍ଯ୍ୟୀକରଣ ପାଇଁ ପ୍ରାୟ ୨ କୋଟି ଟଙ୍କା ବ୍ୟୟ ହୋଇଛି। ଏହି କାମ ଶେଷ ହେବା ପରେ ମୁଖ୍ୟମନ୍ତ୍ରୀ ଏହାକୁ ଉଦ୍‌ଘାଟନ କରିଥିଲେ। ମାତ୍ର ଆଜି ପର୍ଯ୍ୟନ୍ତ ଏହାର ଫାଟକ ଜନସାଧାରଣ ପାଇଁ ଖୋଲାଯାଇ ନାହିଁ। ସ୍ଥାନୀୟ ଲୋକମାନେ ଏଥିରେ ଅସନ୍ତୋଷ ପ୍ରକାଶ କରିଛନ୍ତି। ପ୍ରତିଦିନ ଅନେକ ଲୋକ ଏହି ପୋଖରୀ ପାଶ୍ୱର୍ଦେଇ ଯାତ୍ରା କରୁଥିଲେ ମଧ୍ୟ ଭିତରକୁ ପ୍ରବେଶ କରିବାର ସୁଯୋଗ ପାଇନାହାନ୍ତି। <box>152 176 242 419</box>
selfie-tag: @ଦେବକୀ <box>1227 556 1271 568</box>
mgnregs-text: ବୈଠକରେ କୁହାଯାଇଛି ଯେ ବର୍ତ୍ତମାନ ଜିଲ୍ଲାରେ ୨୨୧ଟି ପ୍ରକଳ୍ପ କାର୍ଯ୍ୟ ଜାରି ରହିଛି ଏବଂ ଏଥିରେ ୩୨୨ ଜଣ ଶ୍ରମିକ କାମ ପାଇଛନ୍ତି। ମଜୁରି ଦେୟ ସମୟ ମଧ୍ୟରେ ପ୍ରଦାନ କରିବାକୁ ନିର୍ଦ୍ଦେଶ ଦିଆଯାଇଛି। <box>738 1883 906 1946</box>
registration-marks-gray <box>500 2317 562 2339</box>
photo-caption: ବୁଢ଼ାବଳଙ୍ଗ ନଦୀରେ ଭୁଟୁଭୁଟି ଚଳାଚଳ। <box>1030 1010 1468 1023</box>
arrest-text: ମୟୂରଭଞ୍ଜ ଜିଲ୍ଲା କପ୍ତିପଦା ବନଖଣ୍ଡ ଅନ୍ତର୍ଗତ ଏକ ଗ୍ରାମରେ ରାସ୍ତା ନିର୍ମାଣ କାର୍ଯ୍ୟକୁ ବାଧା ଦେବା ଅଭିଯୋଗରେ ୫ ଜଣ ଗ୍ରାମବାସୀଙ୍କୁ ବନ ବିଭାଗ ଗିରଫ କରିଛି। ଗିରଫ ହୋଇଥିବା ବ୍ୟକ୍ତିମାନଙ୍କ ମଧ୍ୟରେ ଜଣେ ମହିଳା ମଧ୍ୟ ଅଛନ୍ତି ବୋଲି ଜଣାଯାଇଛି। <box>8 1880 142 1968</box>
